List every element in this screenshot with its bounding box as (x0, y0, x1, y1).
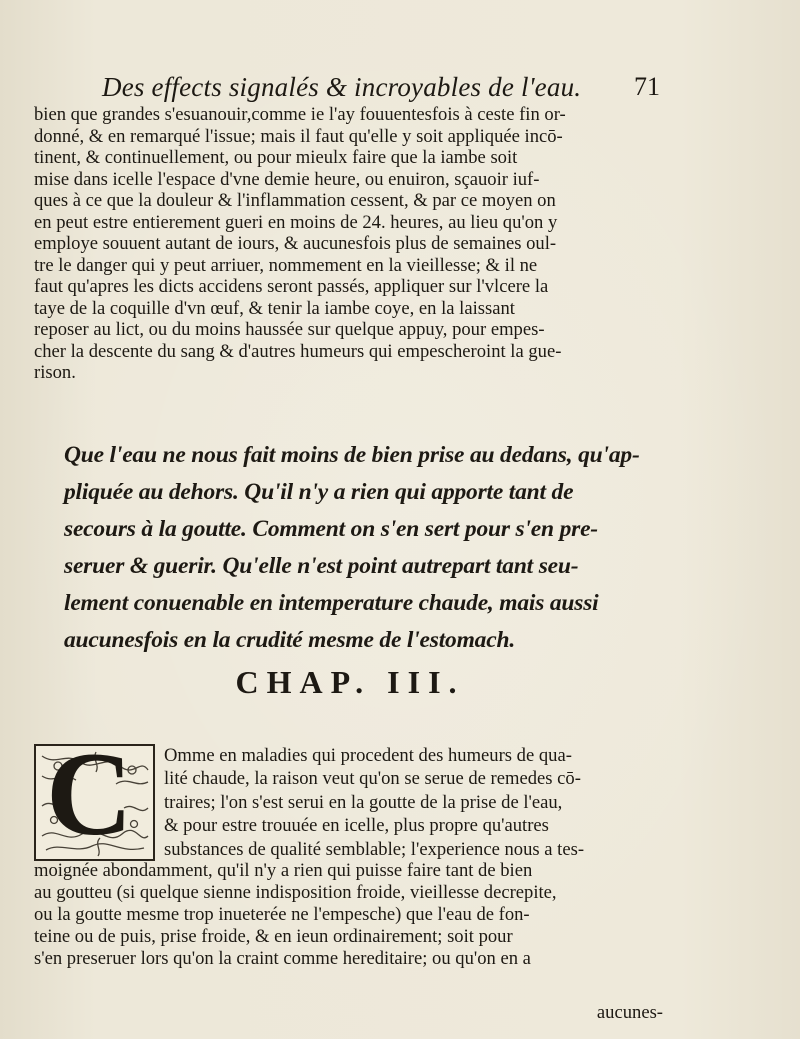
summary-line: lement conuenable en intemperature chaude, mais aussi (64, 590, 599, 616)
text-line: s'en preseruer lors qu'on la craint comme hereditaire; ou qu'on en a (34, 948, 531, 969)
running-head: Des effects signalés & incroyables de l'eau. (102, 72, 582, 102)
text-line: traires; l'on s'est serui en la goutte de la prise de l'eau, (164, 791, 563, 813)
text-line: employe souuent autant de iours, & aucunesfois plus de semaines oul- (34, 233, 557, 254)
chapter-paragraph-indented (164, 744, 664, 861)
text-line: moignée abondamment, qu'il n'y a rien qui puisse faire tant de bien (34, 860, 533, 881)
text-line: ou la goutte mesme trop inueterée ne l'empesche) que l'eau de fon- (34, 904, 530, 925)
chapter-summary (64, 437, 664, 659)
text-line: rison. (34, 362, 76, 383)
text-line: taye de la coquille d'vn œuf, & tenir la iambe coye, en la laissant (34, 297, 515, 319)
text-line: bien que grandes s'esuanouir,comme ie l'ay fouuentesfois à ceste fin or- (34, 104, 566, 125)
text-line: tre le danger qui y peut arriuer, nommement en la vieillesse; & il ne (34, 254, 538, 276)
text-line: teine ou de puis, prise froide, & en ieun ordinairement; soit pour (34, 926, 513, 947)
body-paragraph (34, 104, 664, 384)
page-number: 71 (634, 72, 660, 101)
text-line: au goutteu (si quelque sienne indisposition froide, vieillesse decrepite, (34, 882, 557, 903)
page-header (100, 72, 660, 108)
text-line: Omme en maladies qui procedent des humeurs de qua- (164, 745, 572, 766)
text-line: faut qu'apres les dicts accidens seront passés, appliquer sur l'vlcere la (34, 276, 549, 297)
text-line: mise dans icelle l'espace d'vne demie heure, ou enuiron, sçauoir iuf- (34, 168, 540, 190)
drop-cap: C (46, 727, 133, 860)
summary-line: aucunesfois en la crudité mesme de l'estomach. (64, 627, 515, 653)
summary-line: Que l'eau ne nous fait moins de bien prise au dedans, qu'ap- (64, 442, 640, 468)
text-line: reposer au lict, ou du moins haussée sur quelque appuy, pour empes- (34, 319, 545, 340)
text-line: substances de qualité semblable; l'experience nous a tes- (164, 838, 585, 860)
text-line: donné, & en remarqué l'issue; mais il faut qu'elle y soit appliquée incō- (34, 125, 563, 147)
text-line: lité chaude, la raison veut qu'on se serue de remedes cō- (164, 768, 581, 790)
text-line: en peut estre entierement gueri en moins de 24. heures, au lieu qu'on y (34, 211, 558, 233)
chapter-title: CHAP. III. (235, 664, 465, 700)
summary-line: seruer & guerir. Qu'elle n'est point autrepart tant seu- (64, 553, 579, 579)
chapter-paragraph-full (34, 860, 664, 970)
summary-line: secours à la goutte. Comment on s'en sert pour s'en pre- (64, 516, 598, 542)
summary-line: pliquée au dehors. Qu'il n'y a rien qui apporte tant de (64, 479, 574, 505)
text-line: & pour estre trouuée en icelle, plus propre qu'autres (164, 815, 549, 837)
text-line: tinent, & continuellement, ou pour mieulx faire que la iambe soit (34, 147, 518, 168)
text-line: ques à ce que la douleur & l'inflammation cessent, & par ce moyen on (34, 190, 556, 211)
catchword: aucunes- (596, 1002, 663, 1023)
text-line: cher la descente du sang & d'autres humeurs qui empescheroint la gue- (34, 340, 562, 362)
ornamental-initial (34, 727, 155, 861)
